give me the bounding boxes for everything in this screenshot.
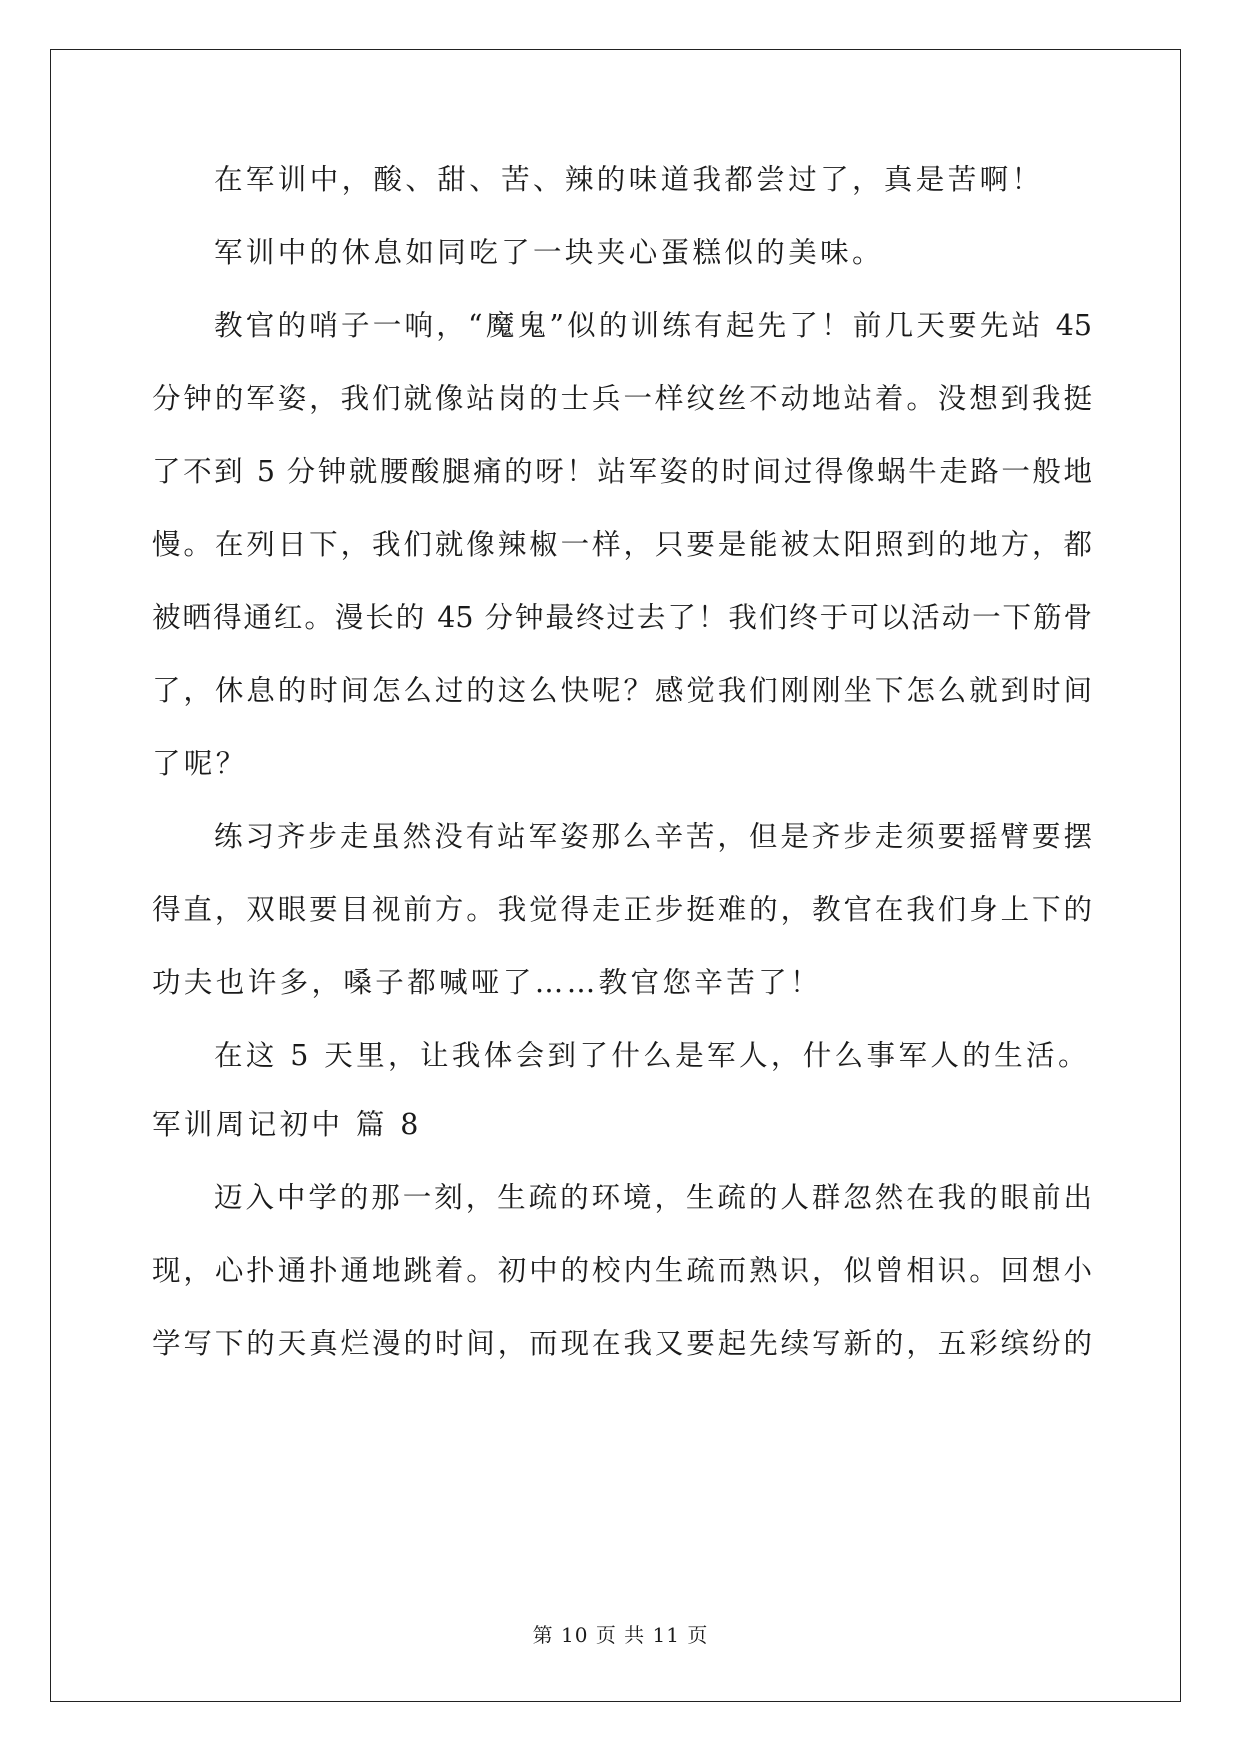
page-border — [50, 49, 1181, 1702]
paragraph-line: 在军训中，酸、甜、苦、辣的味道我都尝过了，真是苦啊！ — [214, 163, 1044, 196]
paragraph-line: 迈入中学的那一刻，生疏的环境，生疏的人群忽然在我的眼前出 — [214, 1181, 1092, 1214]
paragraph-line: 学写下的天真烂漫的时间，而现在我又要起先续写新的，五彩缤纷的 — [152, 1327, 1092, 1360]
paragraph-line: 得直，双眼要目视前方。我觉得走正步挺难的，教官在我们身上下的 — [152, 893, 1092, 926]
paragraph-line: 在这 5 天里，让我体会到了什么是军人，什么事军人的生活。 — [214, 1039, 1090, 1072]
paragraph-line: 军训中的休息如同吃了一块夹心蛋糕似的美味。 — [214, 236, 884, 269]
paragraph-line: 了呢？ — [152, 747, 248, 780]
paragraph-line: 现，心扑通扑通地跳着。初中的校内生疏而熟识，似曾相识。回想小 — [152, 1254, 1092, 1287]
page-number-footer: 第 10 页 共 11 页 — [532, 1623, 709, 1647]
paragraph-line: 分钟的军姿，我们就像站岗的士兵一样纹丝不动地站着。没想到我挺 — [152, 382, 1092, 415]
section-heading: 军训周记初中 篇 8 — [152, 1108, 422, 1141]
paragraph-line: 教官的哨子一响，“魔鬼”似的训练有起先了！前几天要先站 45 — [214, 309, 1092, 342]
paragraph-line: 功夫也许多，嗓子都喊哑了……教官您辛苦了！ — [152, 966, 822, 999]
paragraph-line: 练习齐步走虽然没有站军姿那么辛苦，但是齐步走须要摇臂要摆 — [214, 820, 1092, 853]
paragraph-line: 了不到 5 分钟就腰酸腿痛的呀！站军姿的时间过得像蜗牛走路一般地 — [152, 455, 1092, 488]
paragraph-line: 慢。在列日下，我们就像辣椒一样，只要是能被太阳照到的地方，都 — [152, 528, 1092, 561]
paragraph-line: 被晒得通红。漫长的 45 分钟最终过去了！我们终于可以活动一下筋骨 — [152, 601, 1092, 634]
paragraph-line: 了，休息的时间怎么过的这么快呢？感觉我们刚刚坐下怎么就到时间 — [152, 674, 1092, 707]
